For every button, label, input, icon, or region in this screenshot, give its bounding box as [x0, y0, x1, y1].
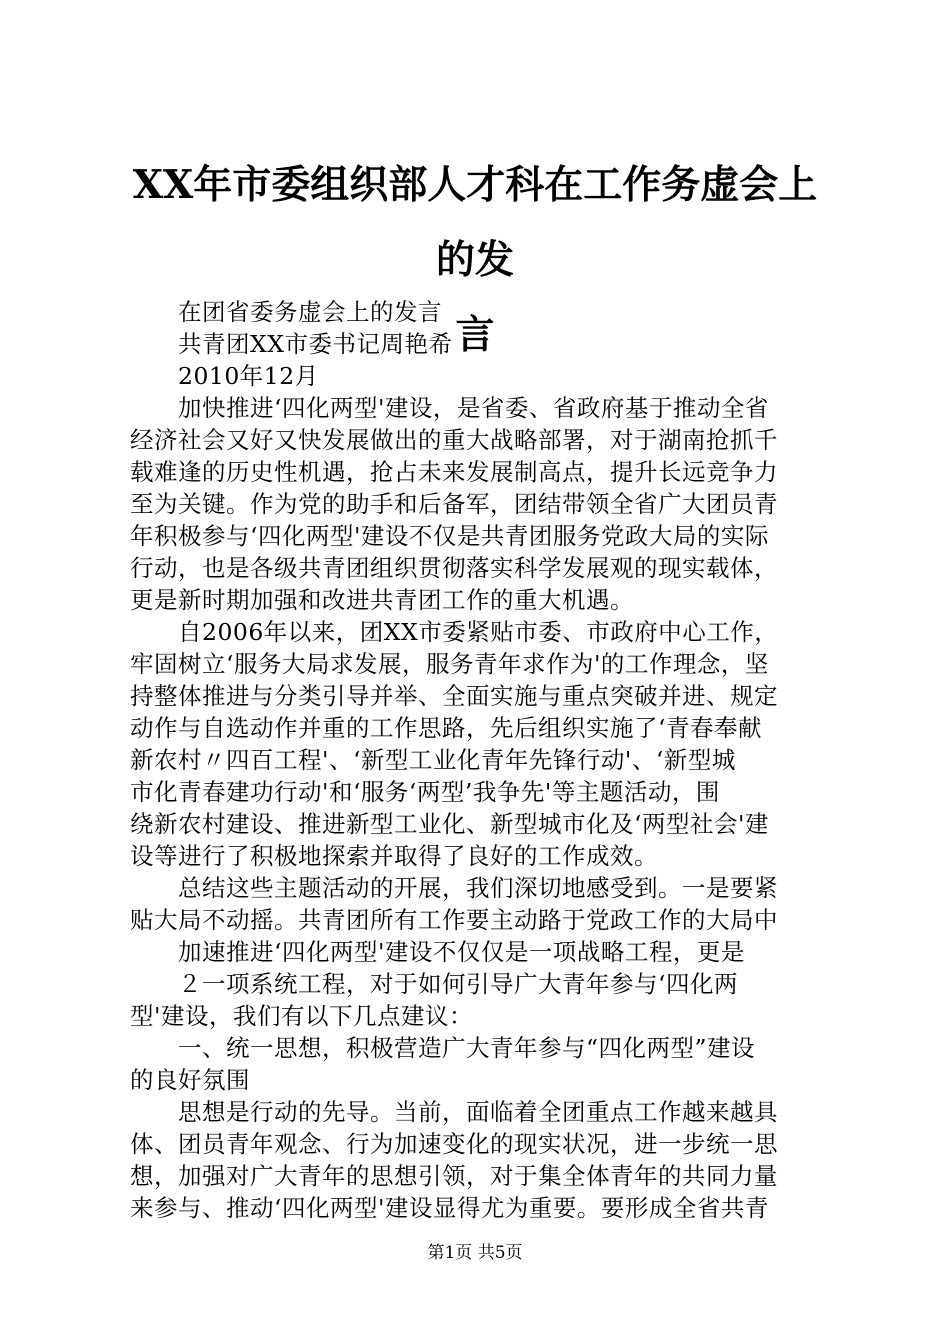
body-line: 的良好氛围	[130, 1066, 250, 1094]
body-line: 想，加强对广大青年的思想引领，对于集全体青年的共同力量	[130, 1162, 778, 1190]
body-line: 自2006年以来，团XX市委紧贴市委、市政府中心工作，	[178, 618, 779, 646]
body-line: 绕新农村建设、推进新型工业化、新型城市化及‘两型社会'建	[130, 810, 769, 838]
body-line: 设等进行了积极地探索并取得了良好的工作成效。	[130, 842, 658, 870]
body-line: 新农村〃四百工程'、‘新型工业化青年先锋行动'、‘新型城	[130, 746, 736, 774]
body-line: 持整体推进与分类引导并举、全面实施与重点突破并进、规定	[130, 682, 778, 710]
body-line: 2010年12月	[178, 362, 319, 390]
body-line: 总结这些主题活动的开展，我们深切地感受到。一是要紧	[178, 874, 778, 902]
body-line: 载难逢的历史性机遇，抢占未来发展制高点，提升长远竞争力	[130, 458, 778, 486]
body-line: 加速推进‘四化两型'建设不仅仅是一项战略工程，更是	[178, 938, 745, 966]
body-line: 加快推进‘四化两型'建设，是省委、省政府基于推动全省	[178, 394, 769, 422]
body-line: 来参与、推动‘四化两型'建设显得尤为重要。要形成全省共青	[130, 1194, 769, 1222]
body-line: 动作与自选动作并重的工作思路，先后组织实施了‘青春奉献	[130, 714, 762, 742]
body-line: 市化青春建功行动'和‘服务‘两型’我争先'等主题活动，围	[130, 778, 720, 806]
body-line: 体、团员青年观念、行为加速变化的现实状况，进一步统一思	[130, 1130, 778, 1158]
body-line: 至为关键。作为党的助手和后备军，团结带领全省广大团员青	[130, 490, 778, 518]
body-line: 经济社会又好又快发展做出的重大战略部署，对于湖南抢抓千	[130, 426, 778, 454]
body-line: 年积极参与‘四化两型'建设不仅是共青团服务党政大局的实际	[130, 522, 769, 550]
body-line: 更是新时期加强和改进共青团工作的重大机遇。	[130, 586, 634, 614]
body-line: 思想是行动的先导。当前，面临着全团重点工作越来越具	[178, 1098, 778, 1126]
body-line: 一、统一思想，积极营造广大青年参与“四化两型”建设	[178, 1034, 756, 1062]
body-line: ２一项系统工程，对于如何引导广大青年参与‘四化两	[178, 970, 738, 998]
body-line: 贴大局不动摇。共青团所有工作要主动路于党政工作的大局中	[130, 906, 778, 934]
title-line-2: 言	[455, 312, 495, 358]
title-line-1: XX年市委组织部人才科在工作务虚会上的发	[132, 162, 818, 283]
body-line: 共青团XX市委书记周艳希	[178, 330, 453, 358]
body-line: 在团省委务虚会上的发言	[178, 298, 442, 326]
body-line: 牢固树立‘服务大局求发展，服务青年求作为'的工作理念，坚	[130, 650, 769, 678]
document-body	[130, 296, 830, 1224]
page-footer: 第1页 共5页	[427, 1243, 523, 1263]
body-line: 型'建设，我们有以下几点建议：	[130, 1002, 473, 1030]
body-line: 行动，也是各级共青团组织贯彻落实科学发展观的现实载体，	[130, 554, 778, 582]
